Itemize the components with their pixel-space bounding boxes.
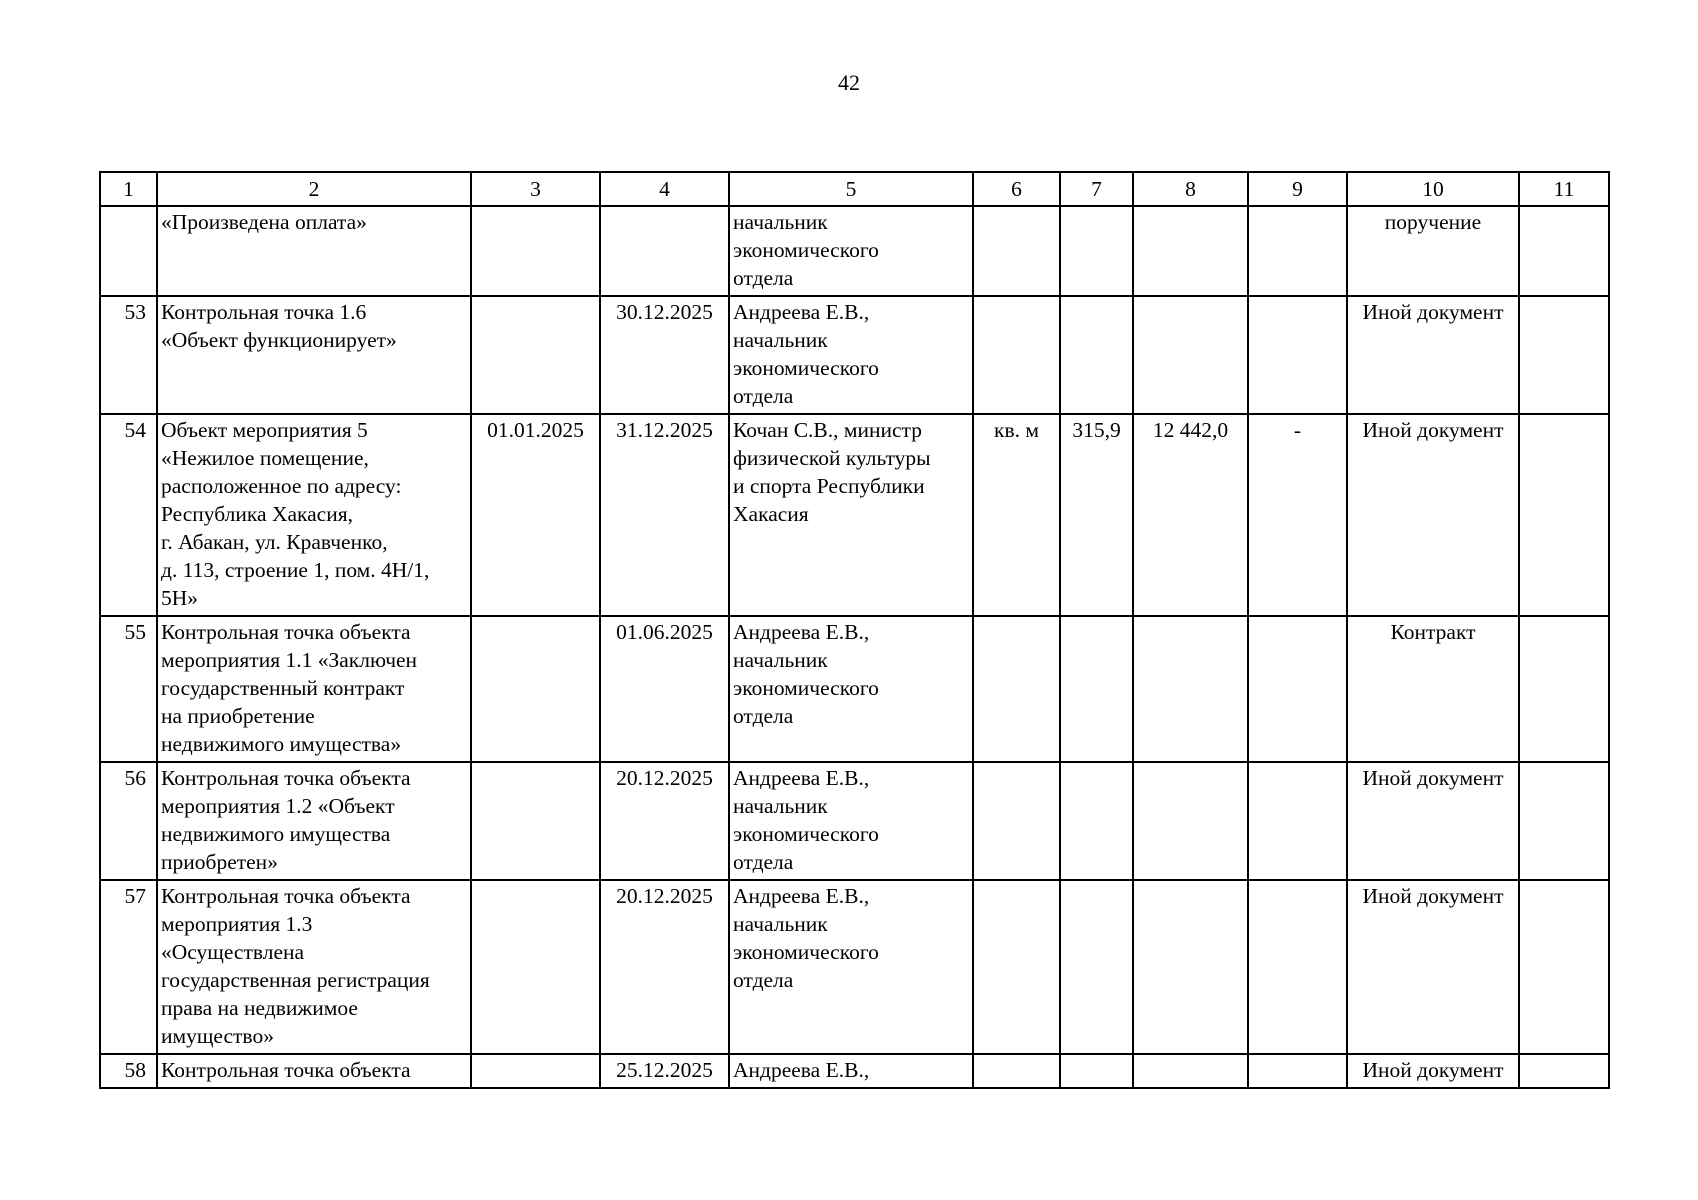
row-col11	[1519, 1054, 1609, 1088]
header-cell: 4	[600, 172, 729, 206]
row-start-date	[471, 206, 600, 296]
row-number	[100, 206, 157, 296]
row-unit	[973, 880, 1060, 1054]
row-amount	[1133, 296, 1248, 414]
row-responsible: Андреева Е.В., начальник экономического отдела	[729, 762, 973, 880]
row-number: 56	[100, 762, 157, 880]
row-value	[1060, 880, 1133, 1054]
row-document: Иной документ	[1347, 414, 1519, 616]
row-col9	[1248, 206, 1347, 296]
row-amount	[1133, 206, 1248, 296]
row-end-date: 01.06.2025	[600, 616, 729, 762]
row-number: 55	[100, 616, 157, 762]
row-amount	[1133, 616, 1248, 762]
header-cell: 6	[973, 172, 1060, 206]
row-name: Контрольная точка объекта мероприятия 1.3 «Осуществлена государственная регистрация права на недвижимое имущество»	[157, 880, 471, 1054]
row-document: Контракт	[1347, 616, 1519, 762]
row-value	[1060, 762, 1133, 880]
table-row	[100, 414, 1609, 616]
row-value	[1060, 1054, 1133, 1088]
row-amount	[1133, 762, 1248, 880]
header-row	[100, 172, 1609, 206]
row-responsible: Андреева Е.В., начальник экономического отдела	[729, 880, 973, 1054]
header-cell: 10	[1347, 172, 1519, 206]
header-cell: 8	[1133, 172, 1248, 206]
row-name: «Произведена оплата»	[157, 206, 471, 296]
row-value: 315,9	[1060, 414, 1133, 616]
row-document: Иной документ	[1347, 1054, 1519, 1088]
header-cell: 5	[729, 172, 973, 206]
row-amount: 12 442,0	[1133, 414, 1248, 616]
row-number: 57	[100, 880, 157, 1054]
row-name: Контрольная точка 1.6 «Объект функционирует»	[157, 296, 471, 414]
row-value	[1060, 206, 1133, 296]
row-document: Иной документ	[1347, 296, 1519, 414]
header-cell: 11	[1519, 172, 1609, 206]
row-responsible: Андреева Е.В., начальник экономического отдела	[729, 616, 973, 762]
plan-table	[99, 171, 1610, 1089]
row-end-date: 30.12.2025	[600, 296, 729, 414]
row-responsible: начальник экономического отдела	[729, 206, 973, 296]
row-amount	[1133, 1054, 1248, 1088]
header-cell: 3	[471, 172, 600, 206]
row-end-date: 20.12.2025	[600, 880, 729, 1054]
row-responsible: Кочан С.В., министр физической культуры и спорта Республики Хакасия	[729, 414, 973, 616]
row-unit	[973, 762, 1060, 880]
table-row	[100, 880, 1609, 1054]
row-end-date: 31.12.2025	[600, 414, 729, 616]
row-name: Объект мероприятия 5 «Нежилое помещение, расположенное по адресу: Республика Хакасия, г. Абакан, ул. Кравченко, д. 113, строение 1, пом. 4Н/1, 5Н»	[157, 414, 471, 616]
row-unit: кв. м	[973, 414, 1060, 616]
row-start-date	[471, 880, 600, 1054]
row-col11	[1519, 880, 1609, 1054]
row-col11	[1519, 296, 1609, 414]
row-col11	[1519, 616, 1609, 762]
row-col9	[1248, 880, 1347, 1054]
row-value	[1060, 616, 1133, 762]
header-cell: 2	[157, 172, 471, 206]
row-name: Контрольная точка объекта	[157, 1054, 471, 1088]
row-amount	[1133, 880, 1248, 1054]
row-number: 53	[100, 296, 157, 414]
row-responsible: Андреева Е.В., начальник экономического отдела	[729, 296, 973, 414]
row-number: 54	[100, 414, 157, 616]
row-unit	[973, 616, 1060, 762]
row-end-date	[600, 206, 729, 296]
row-responsible: Андреева Е.В.,	[729, 1054, 973, 1088]
header-cell: 9	[1248, 172, 1347, 206]
row-end-date: 25.12.2025	[600, 1054, 729, 1088]
row-start-date: 01.01.2025	[471, 414, 600, 616]
row-name: Контрольная точка объекта мероприятия 1.2 «Объект недвижимого имущества приобретен»	[157, 762, 471, 880]
row-document: Иной документ	[1347, 880, 1519, 1054]
row-name: Контрольная точка объекта мероприятия 1.1 «Заключен государственный контракт на приобретение недвижимого имущества»	[157, 616, 471, 762]
row-unit	[973, 1054, 1060, 1088]
row-document: поручение	[1347, 206, 1519, 296]
row-value	[1060, 296, 1133, 414]
row-col11	[1519, 414, 1609, 616]
table-row	[100, 296, 1609, 414]
row-col9	[1248, 1054, 1347, 1088]
row-col11	[1519, 762, 1609, 880]
row-unit	[973, 296, 1060, 414]
header-cell: 1	[100, 172, 157, 206]
page-number: 42	[838, 70, 860, 95]
row-start-date	[471, 296, 600, 414]
row-col9	[1248, 616, 1347, 762]
row-col11	[1519, 206, 1609, 296]
row-start-date	[471, 616, 600, 762]
table-row	[100, 206, 1609, 296]
row-col9	[1248, 762, 1347, 880]
row-unit	[973, 206, 1060, 296]
row-document: Иной документ	[1347, 762, 1519, 880]
table-row	[100, 1054, 1609, 1088]
table-row	[100, 616, 1609, 762]
row-number: 58	[100, 1054, 157, 1088]
row-end-date: 20.12.2025	[600, 762, 729, 880]
row-col9	[1248, 296, 1347, 414]
row-start-date	[471, 1054, 600, 1088]
table-row	[100, 762, 1609, 880]
header-cell: 7	[1060, 172, 1133, 206]
row-start-date	[471, 762, 600, 880]
row-col9: -	[1248, 414, 1347, 616]
